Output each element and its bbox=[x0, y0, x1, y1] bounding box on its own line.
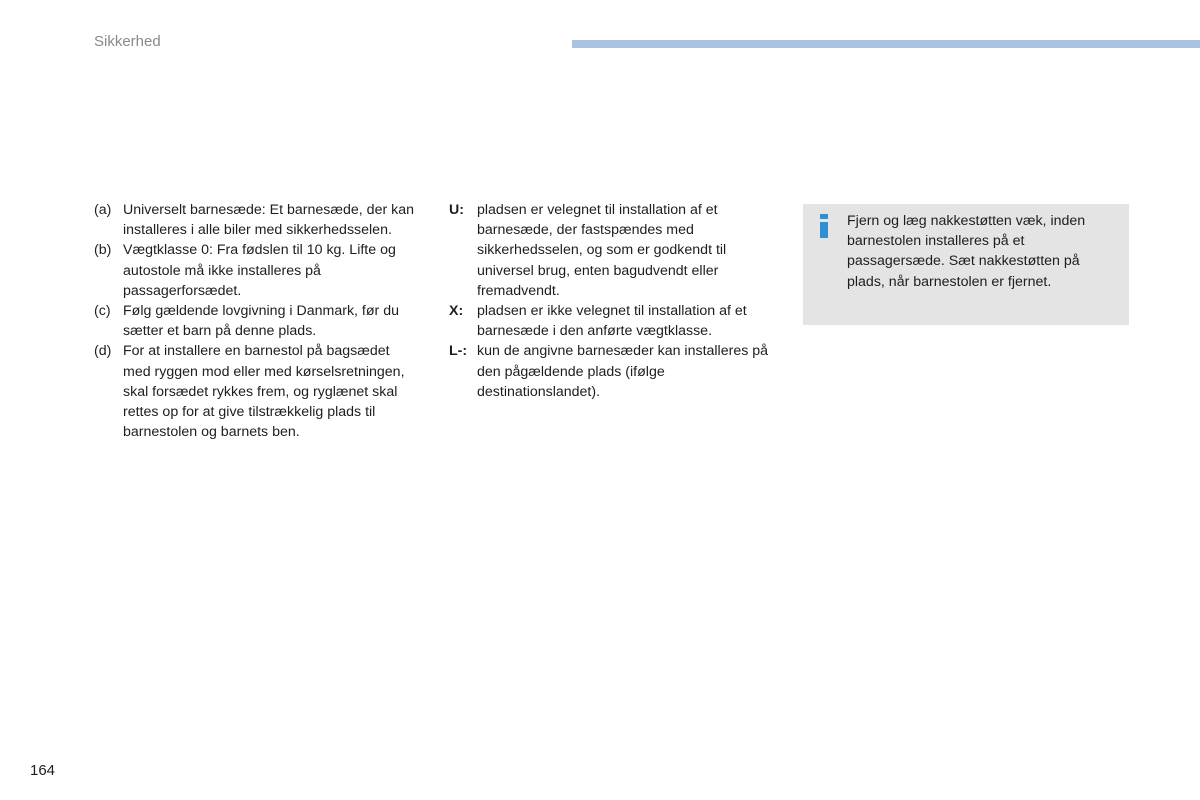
code-item bbox=[449, 341, 784, 402]
legend-text: Følg gældende lovgivning i Danmark, før du sætter et barn på denne plads. bbox=[123, 303, 399, 340]
code-item bbox=[449, 301, 784, 341]
legend-item bbox=[94, 200, 414, 240]
header-bar bbox=[572, 40, 1200, 48]
code-item bbox=[449, 200, 784, 301]
legend-tag: (a) bbox=[94, 202, 112, 218]
code-text: kun de angivne barnesæder kan installeres på den pågældende plads (ifølge destinationslandet). bbox=[477, 343, 769, 400]
legend-text: Vægtklasse 0: Fra fødslen til 10 kg. Lifte og autostole må ikke installeres på passagerforsædet. bbox=[123, 242, 396, 299]
page-number: 164 bbox=[30, 762, 56, 779]
info-note-text: Fjern og læg nakkestøtten væk, inden barnestolen installeres på et passagersæde. Sæt nakkestøtten på plads, når barnestolen er fjernet. bbox=[847, 213, 1086, 290]
legend-tag: (d) bbox=[94, 343, 112, 360]
legend-tag: (b) bbox=[94, 242, 112, 259]
code-tag: U: bbox=[449, 202, 464, 218]
code-text: pladsen er ikke velegnet til installation af et barnesæde i den anførte vægtklasse. bbox=[477, 303, 747, 340]
code-tag: X: bbox=[449, 303, 464, 320]
legend-text: Universelt barnesæde: Et barnesæde, der kan installeres i alle biler med sikkerhedsselen. bbox=[123, 202, 415, 239]
info-icon bbox=[819, 214, 829, 238]
legend-item bbox=[94, 301, 414, 341]
code-tag: L-: bbox=[449, 343, 468, 360]
legend-text: For at installere en barnestol på bagsædet med ryggen mod eller med kørselsretningen, skal forsædet rykkes frem, og ryglænet skal rettes op for at give tilstrækkelig plads til barnestolen og barnets ben. bbox=[123, 343, 405, 441]
code-list bbox=[449, 200, 784, 402]
legend-tag: (c) bbox=[94, 303, 111, 320]
legend-list bbox=[94, 200, 414, 442]
code-text: pladsen er velegnet til installation af et barnesæde, der fastspændes med sikkerhedsselen, og som er godkendt til universel brug, enten bagudvendt eller fremadvendt. bbox=[477, 202, 727, 299]
section-title: Sikkerhed bbox=[94, 33, 161, 50]
legend-item bbox=[94, 341, 414, 442]
info-note-box bbox=[803, 204, 1129, 325]
legend-item bbox=[94, 240, 414, 301]
